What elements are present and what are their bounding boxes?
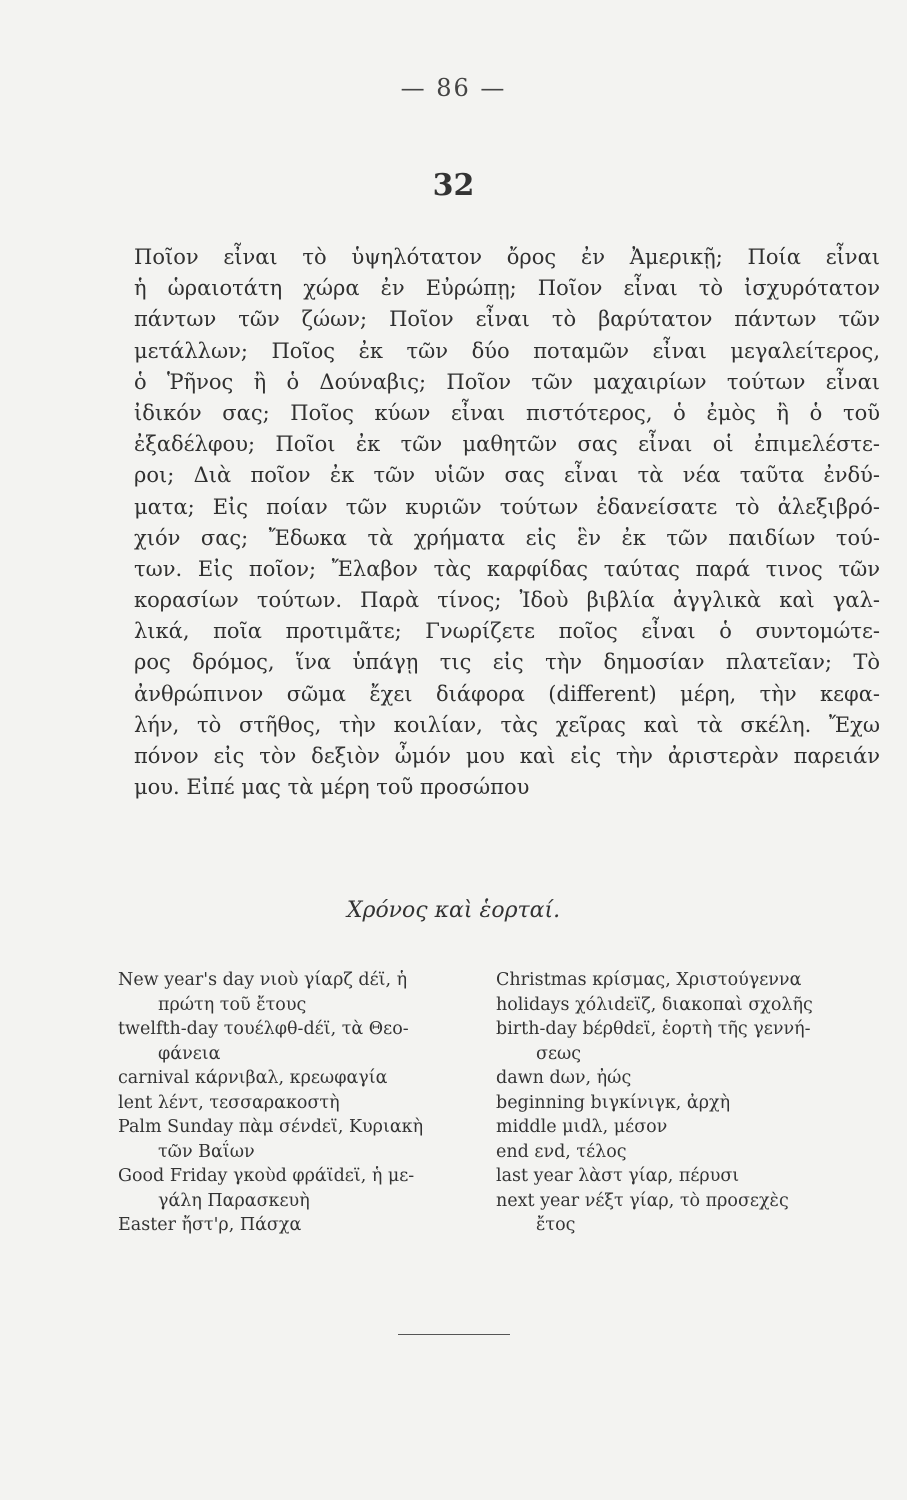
paragraph-line: ὁ Ῥῆνος ἢ ὁ Δούναβις; Ποῖον τῶν μαχαιρίων τούτων εἶναι	[134, 369, 880, 394]
vocab-entry: holidays χόλιdεϊζ, διακοπαὶ σχολῆς	[496, 994, 813, 1015]
paragraph-line: μετάλλων; Ποῖος ἐκ τῶν δύο ποταμῶν εἶναι μεγαλείτερος,	[134, 338, 880, 363]
vocab-entry: carnival κάρνιβαλ, κρεωφαγία	[118, 1068, 388, 1088]
paragraph-line: Ποῖον εἶναι τὸ ὑψηλότατον ὄρος ἐν Ἀμερικῇ; Ποία εἶναι	[134, 245, 880, 269]
paragraph-line: λικά, ποῖα προτιμᾶτε; Γνωρίζετε ποῖος εἶναι ὁ συντομώτε-	[134, 619, 880, 644]
vocabulary-column-right	[496, 968, 878, 1238]
paragraph-line: ρος δρόμος, ἵνα ὑπάγῃ τις εἰς τὴν δημοσίαν πλατεῖαν; Τὸ	[134, 650, 880, 675]
paragraph-line: λήν, τὸ στῆθος, τὴν κοιλίαν, τὰς χεῖρας καὶ τὰ σκέλη. Ἔχω	[134, 712, 880, 737]
vocabulary-column-left	[118, 968, 483, 1238]
paragraph-line: ἡ ὡραιοτάτη χώρα ἐν Εὐρώπῃ; Ποῖον εἶναι τὸ ἰσχυρότατον	[134, 276, 880, 301]
paragraph-line: πάντων τῶν ζώων; Ποῖον εἶναι τὸ βαρύτατον πάντων τῶν	[134, 307, 880, 332]
vocab-entry-continuation: ἔτος	[536, 1215, 576, 1235]
paragraph-line: ματα; Εἰς ποίαν τῶν κυριῶν τούτων ἐδανείσατε τὸ ἀλεξιβρό-	[134, 494, 880, 519]
vocab-entry: lent λέντ, τεσσαρακοστὴ	[118, 1092, 340, 1113]
vocab-entry: Good Friday γκοὺd φράϊdεϊ, ἡ με-	[118, 1166, 415, 1186]
vocab-entry: Palm Sunday πὰμ σένdεϊ, Κυριακὴ	[118, 1117, 424, 1137]
vocab-entry: dawn dων, ἠώς	[496, 1068, 632, 1088]
section-subheading: Χρόνος καὶ ἑορταί.	[346, 898, 561, 923]
paragraph-line: πόνον εἰς τὸν δεξιὸν ὦμόν μου καὶ εἰς τὴν ἀριστερὰν παρειάν	[134, 744, 880, 768]
paragraph-line: των. Εἰς ποῖον; Ἔλαβον τὰς καρφίδας ταύτας παρά τινος τῶν	[134, 556, 880, 581]
exercise-paragraph	[134, 242, 880, 803]
vocab-entry-continuation: τῶν Βαΐων	[158, 1141, 255, 1162]
vocab-entry: birth-day bέρθdεϊ, ἑορτὴ τῆς γεννή-	[496, 1019, 811, 1039]
section-number: 32	[432, 168, 475, 203]
paragraph-line: χιόν σας; Ἔδωκα τὰ χρήματα εἰς ἓν ἐκ τῶν παιδίων τού-	[134, 525, 880, 550]
paragraph-line: ἰδικόν σας; Ποῖος κύων εἶναι πιστότερος, ὁ ἐμὸς ἢ ὁ τοῦ	[134, 400, 880, 425]
vocab-entry: Christmas κρίσμας, Χριστούγεννα	[496, 970, 802, 990]
vocab-entry: twelfth-day τουέλφθ-dέϊ, τὰ Θεο-	[118, 1019, 409, 1039]
paragraph-line: μου. Εἰπέ μας τὰ μέρη τοῦ προσώπου	[134, 775, 530, 800]
vocab-entry: last year λὰστ γίαρ, πέρυσι	[496, 1166, 740, 1186]
vocab-entry: end ενd, τέλος	[496, 1141, 627, 1162]
vocab-entry-continuation: σεως	[536, 1043, 582, 1064]
vocab-entry-continuation: πρώτη τοῦ ἔτους	[158, 994, 307, 1015]
vocab-entry: middle μιdλ, μέσον	[496, 1117, 668, 1137]
vocab-entry: Easter ἤστ'ρ, Πάσχα	[118, 1215, 302, 1235]
section-divider	[398, 1334, 510, 1335]
vocab-entry-continuation: γάλη Παρασκευὴ	[158, 1190, 310, 1211]
vocab-entry: beginning bιγκίνιγκ, ἀρχὴ	[496, 1092, 731, 1113]
vocab-entry: next year νέξτ γίαρ, τὸ προσεχὲς	[496, 1190, 789, 1211]
vocab-entry: New year's day νιοὺ γίαρζ dέϊ, ἡ	[118, 970, 408, 990]
vocab-entry-continuation: φάνεια	[158, 1043, 221, 1064]
paragraph-line: ροι; Διὰ ποῖον ἐκ τῶν υἱῶν σας εἶναι τὰ νέα ταῦτα ἐνδύ-	[134, 463, 880, 488]
page-number: — 86 —	[400, 74, 507, 102]
paragraph-line: ἀνθρώπινον σῶμα ἔχει διάφορα (different) μέρη, τὴν κεφα-	[134, 681, 880, 706]
paragraph-line: κορασίων τούτων. Παρὰ τίνος; Ἰδοὺ βιβλία ἀγγλικὰ καὶ γαλ-	[134, 588, 880, 613]
paragraph-line: ἐξαδέλφου; Ποῖοι ἐκ τῶν μαθητῶν σας εἶναι οἱ ἐπιμελέστε-	[134, 432, 880, 457]
